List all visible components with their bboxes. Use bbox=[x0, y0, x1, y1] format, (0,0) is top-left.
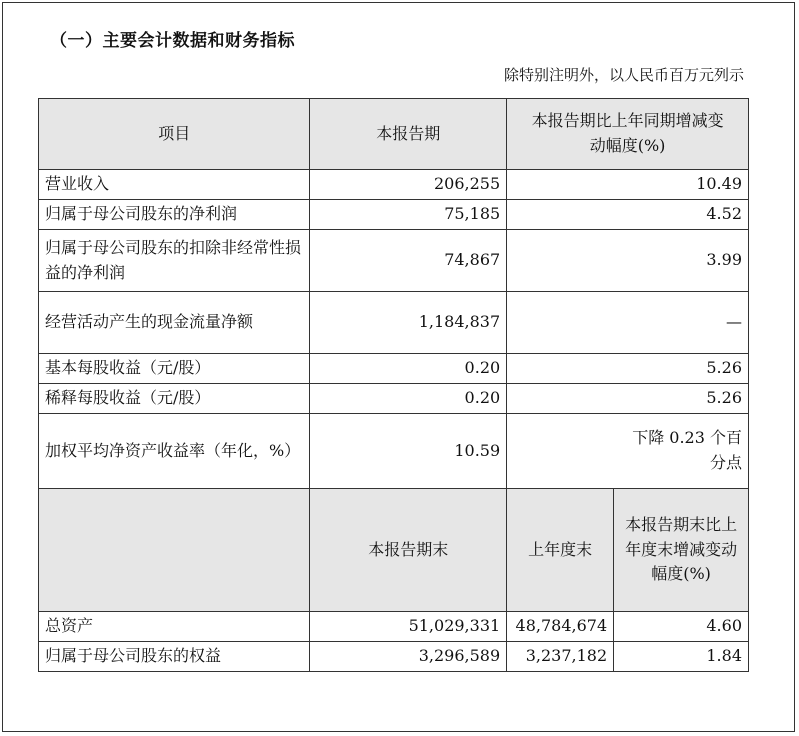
row-change: — bbox=[507, 292, 749, 354]
row-change: 下降 0.23 个百分点 bbox=[507, 414, 749, 489]
financial-indicators-table bbox=[38, 98, 749, 672]
row-prior: 48,784,674 bbox=[507, 612, 614, 642]
row-label: 归属于母公司股东的权益 bbox=[39, 642, 310, 672]
table-row bbox=[39, 612, 749, 642]
row-label: 稀释每股收益（元/股） bbox=[39, 384, 310, 414]
header-yoy-change: 本报告期比上年同期增减变动幅度(%) bbox=[507, 99, 749, 170]
table-row bbox=[39, 414, 749, 489]
row-change: 4.60 bbox=[614, 612, 749, 642]
row-label: 归属于母公司股东的扣除非经常性损益的净利润 bbox=[39, 230, 310, 292]
row-current: 51,029,331 bbox=[310, 612, 507, 642]
row-value: 74,867 bbox=[310, 230, 507, 292]
table-row bbox=[39, 354, 749, 384]
table-row bbox=[39, 292, 749, 354]
table-row bbox=[39, 384, 749, 414]
table-row bbox=[39, 170, 749, 200]
header-period-end-change: 本报告期末比上年度末增减变动幅度(%) bbox=[614, 489, 749, 612]
row-change: 10.49 bbox=[507, 170, 749, 200]
row-value: 10.59 bbox=[310, 414, 507, 489]
row-label: 基本每股收益（元/股） bbox=[39, 354, 310, 384]
unit-note: 除特别注明外，以人民币百万元列示 bbox=[503, 66, 744, 84]
row-value: 75,185 bbox=[310, 200, 507, 230]
row-label: 总资产 bbox=[39, 612, 310, 642]
table-row bbox=[39, 200, 749, 230]
row-value: 0.20 bbox=[310, 384, 507, 414]
header-prior-year-end: 上年度末 bbox=[507, 489, 614, 612]
table-header-row bbox=[39, 99, 749, 170]
header-current-period: 本报告期 bbox=[310, 99, 507, 170]
row-change: 1.84 bbox=[614, 642, 749, 672]
row-current: 3,296,589 bbox=[310, 642, 507, 672]
header-current-period-end: 本报告期末 bbox=[310, 489, 507, 612]
row-prior: 3,237,182 bbox=[507, 642, 614, 672]
row-value: 0.20 bbox=[310, 354, 507, 384]
table-header-row bbox=[39, 489, 749, 612]
header-empty-cell bbox=[39, 489, 310, 612]
row-label: 经营活动产生的现金流量净额 bbox=[39, 292, 310, 354]
header-item: 项目 bbox=[39, 99, 310, 170]
row-change: 5.26 bbox=[507, 354, 749, 384]
row-change: 3.99 bbox=[507, 230, 749, 292]
row-label: 归属于母公司股东的净利润 bbox=[39, 200, 310, 230]
row-value: 206,255 bbox=[310, 170, 507, 200]
row-label: 加权平均净资产收益率（年化，%） bbox=[39, 414, 310, 489]
row-value: 1,184,837 bbox=[310, 292, 507, 354]
row-change: 4.52 bbox=[507, 200, 749, 230]
table-row bbox=[39, 230, 749, 292]
row-label: 营业收入 bbox=[39, 170, 310, 200]
table-row bbox=[39, 642, 749, 672]
section-title: （一）主要会计数据和财务指标 bbox=[50, 31, 295, 51]
row-change: 5.26 bbox=[507, 384, 749, 414]
